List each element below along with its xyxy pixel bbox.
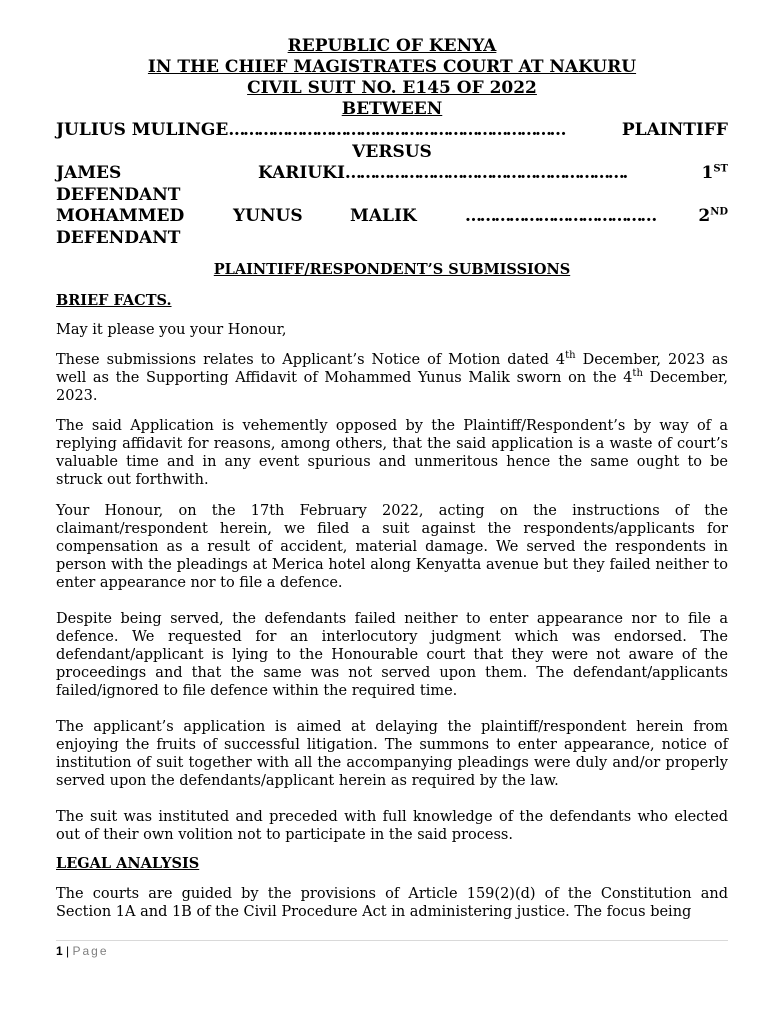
header-country: REPUBLIC OF KENYA (287, 36, 497, 56)
defendant-2-middle-name: YUNUS (233, 206, 303, 226)
brief-facts-paragraph-4: Despite being served, the defendants failed neither to enter appearance nor to file a defence. We requested for an interlocutory judgment which was endorsed. The defendant/applicant is lying to the Honourable court that they were not aware of the proceedings and that the same was not served upon them. The defendant/applicants failed/ignored to file defence within the required time. (56, 611, 728, 699)
brief-facts-paragraph-5: The applicant’s application is aimed at delaying the plaintiff/respondent herein from enjoying the fruits of successful litigation. The summons to enter appearance, notice of institution of suit together with all the accompanying pleadings were duly and/or properly served upon the defendants/applicant herein as required by the law. (56, 719, 728, 789)
defendant-1-dots: …………………………………………………. (344, 163, 626, 183)
page-number: 1 (56, 944, 63, 958)
defendant-1-number: 1ST (701, 163, 728, 183)
page-label: Page (72, 944, 109, 958)
defendant-1-role: DEFENDANT (56, 184, 181, 205)
defendant-1-line (56, 163, 728, 185)
submissions-title: PLAINTIFF/RESPONDENT’S SUBMISSIONS (213, 261, 571, 278)
header-court: IN THE CHIEF MAGISTRATES COURT AT NAKURU (147, 57, 637, 77)
plaintiff-name: JULIUS MULINGE (56, 120, 229, 140)
footer-separator: | (62, 944, 73, 958)
brief-facts-paragraph-3: Your Honour, on the 17th February 2022, acting on the instructions of the claimant/respondent herein, we filed a suit against the respondents/applicants for compensation as a result of accident, material damage. We served the respondents in person with the pleadings at Merica hotel along Kenyatta avenue but they failed neither to enter appearance nor to file a defence. (56, 503, 728, 591)
header-case-number: CIVIL SUIT NO. E145 OF 2022 (247, 78, 537, 98)
defendant-1-last-name: KARIUKI (258, 163, 345, 183)
brief-facts-paragraph-2: The said Application is vehemently opposed by the Plaintiff/Respondent’s by way of a replying affidavit for reasons, among others, that the said application is a waste of court’s valuable time and in any event spurious and unmeritous hence the same ought to be struck out forthwith. (56, 418, 728, 488)
defendant-2-first-name: MOHAMMED (56, 206, 185, 226)
defendant-2-number: 2ND (698, 206, 728, 226)
versus: VERSUS (352, 141, 432, 162)
defendant-1-first-name: JAMES (56, 163, 122, 183)
brief-facts-heading: BRIEF FACTS. (56, 292, 172, 309)
plaintiff-line (56, 120, 728, 142)
document-page (56, 36, 728, 921)
defendant-2-last-name: MALIK (350, 206, 417, 226)
legal-analysis-heading: LEGAL ANALYSIS (56, 855, 200, 872)
defendant-2-line (56, 206, 728, 228)
defendant-2-role: DEFENDANT (56, 227, 181, 248)
brief-facts-paragraph-6: The suit was instituted and preceded with full knowledge of the defendants who elected out of their own volition not to participate in the said process. (56, 809, 728, 843)
legal-analysis-paragraph-1: The courts are guided by the provisions of Article 159(2)(d) of the Constitution and Section 1A and 1B of the Civil Procedure Act in administering justice. The focus being (56, 886, 728, 920)
header-between: BETWEEN (341, 99, 443, 119)
plaintiff-role: PLAINTIFF (621, 120, 728, 140)
brief-facts-paragraph-1: These submissions relates to Applicant’s Notice of Motion dated 4th December, 2023 as well as the Supporting Affidavit of Mohammed Yunus Malik sworn on the 4th December, 2023. (56, 350, 729, 404)
plaintiff-dots: …………………………………………………………… (228, 120, 565, 140)
brief-facts-greeting: May it please you your Honour, (56, 322, 287, 338)
defendant-2-dots: ………………………………… (465, 206, 655, 226)
page-footer (56, 940, 728, 958)
